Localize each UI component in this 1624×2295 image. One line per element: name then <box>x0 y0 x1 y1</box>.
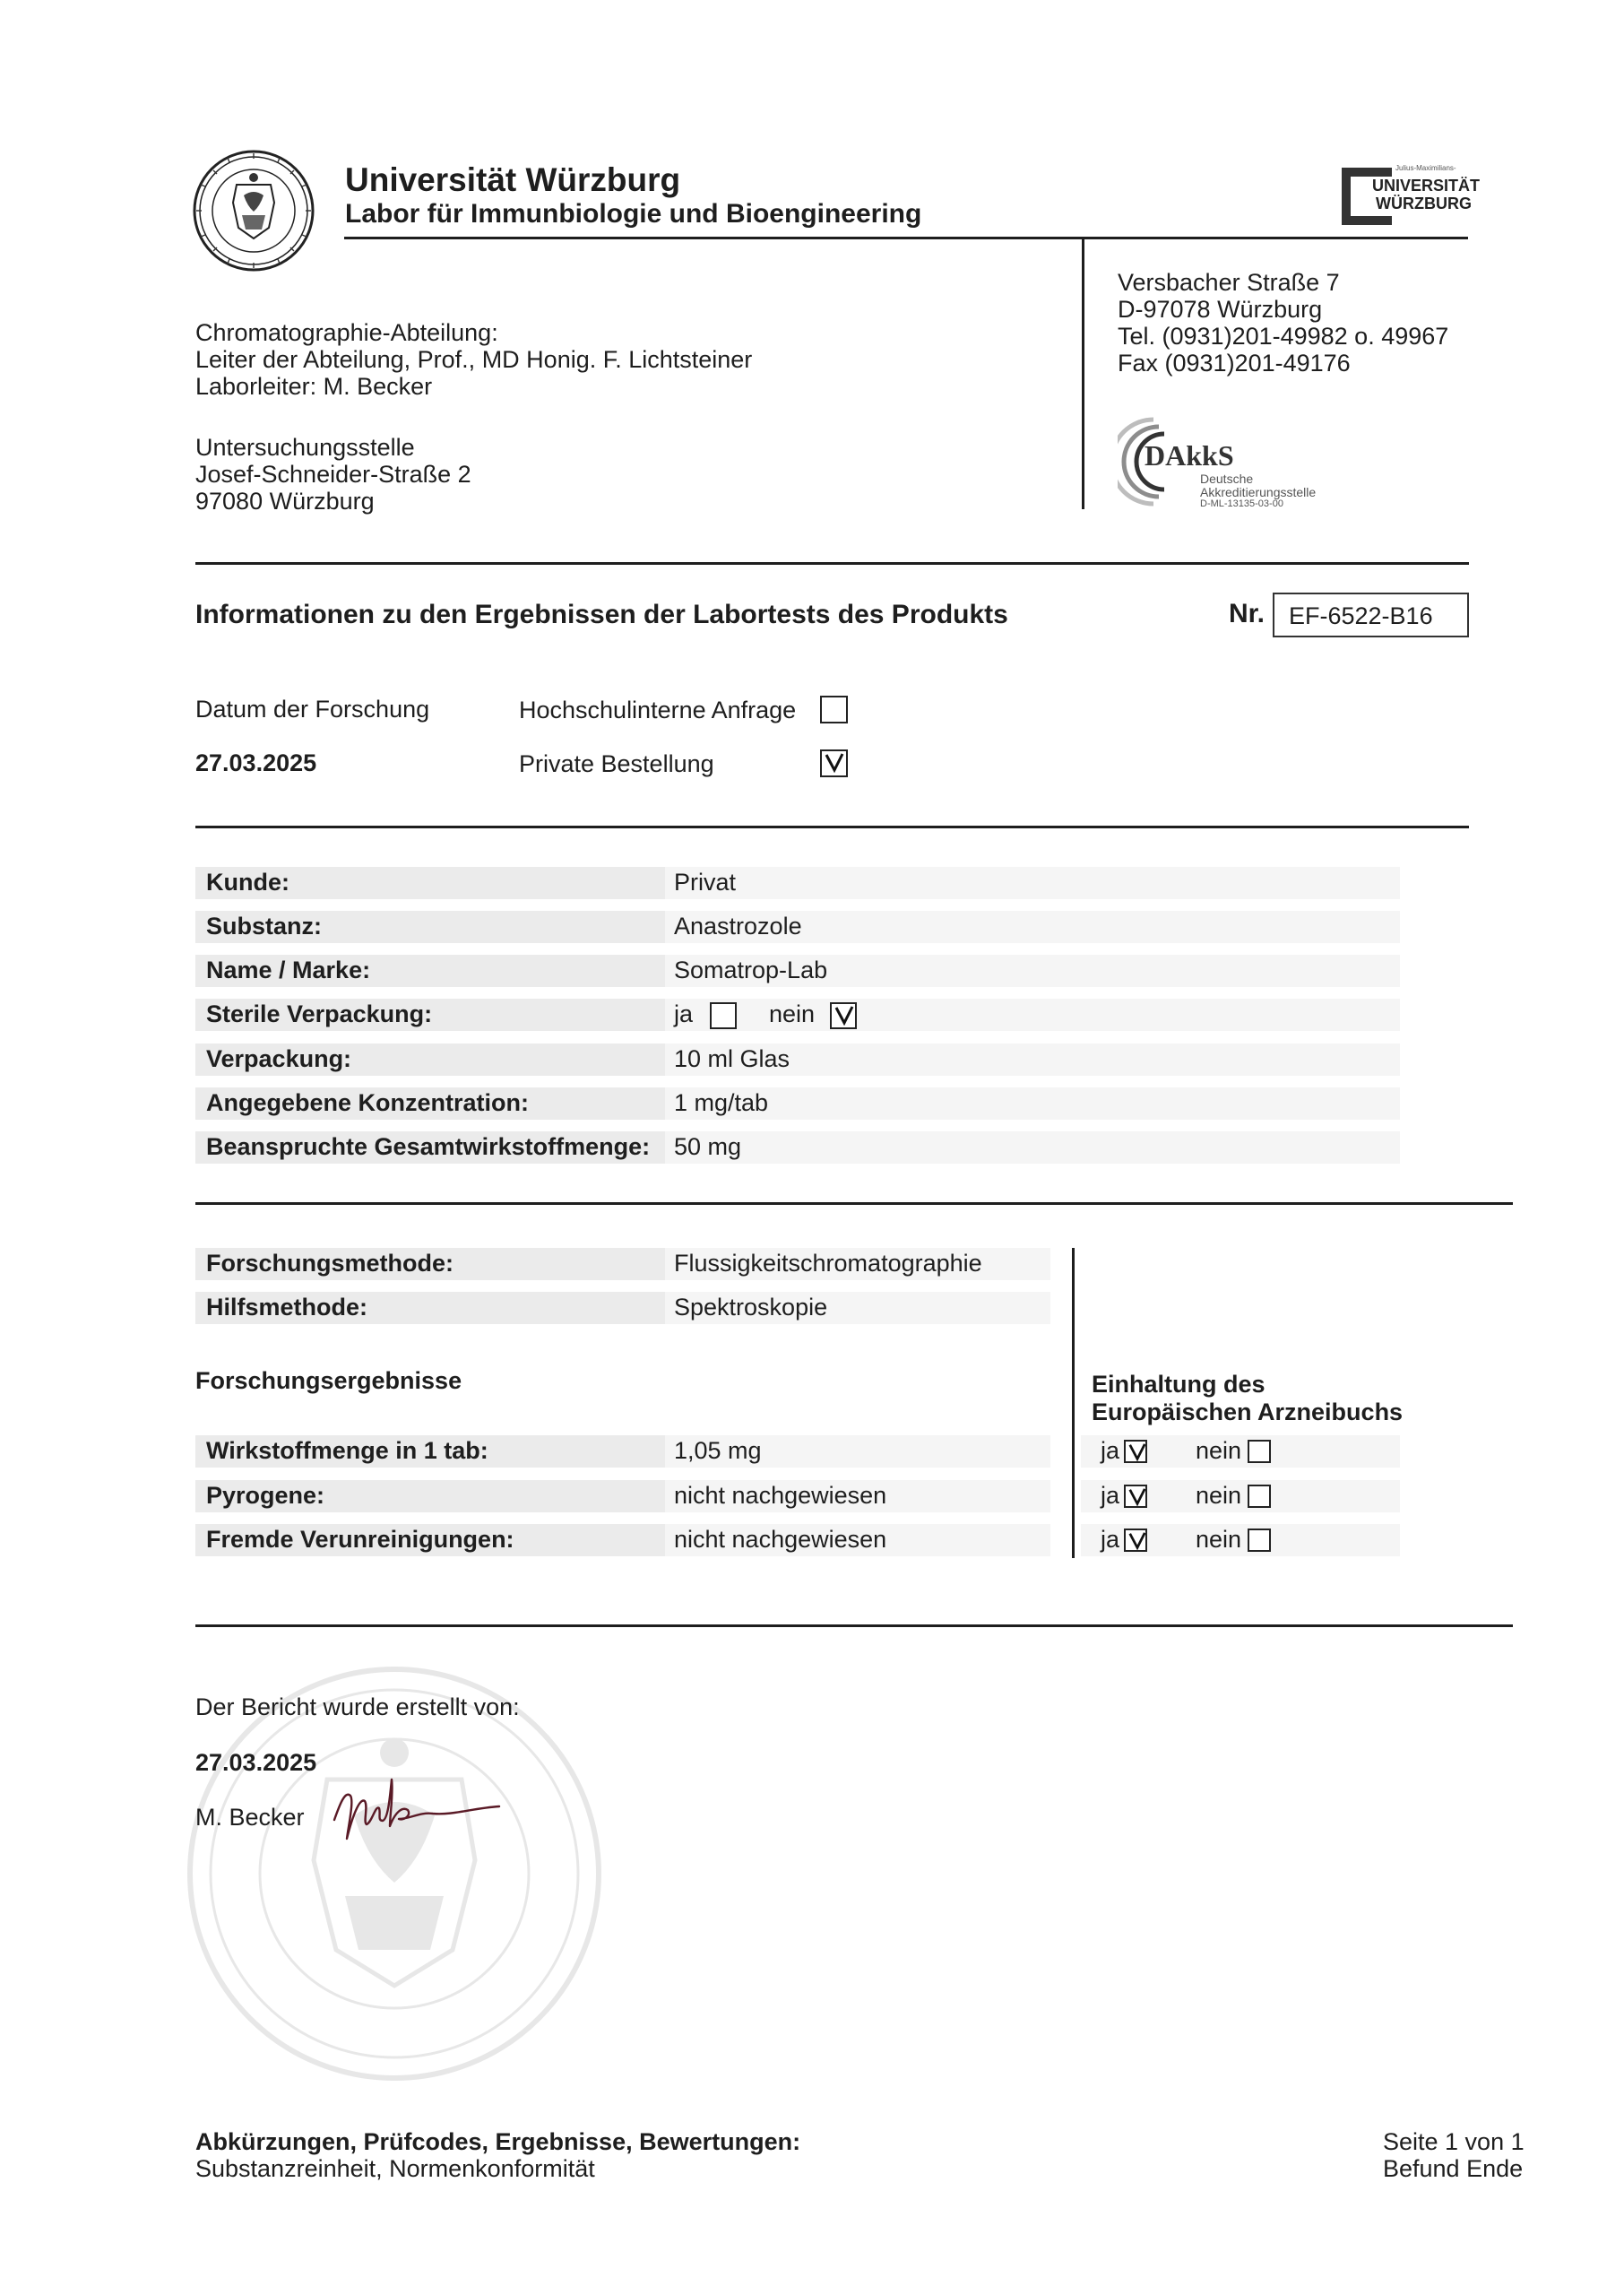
report-nr-value: EF-6522-B16 <box>1289 602 1433 629</box>
compliance-heading-line1: Einhaltung des <box>1092 1371 1266 1398</box>
request-private-checkbox[interactable] <box>820 749 848 777</box>
section-rule-3 <box>195 1202 1513 1205</box>
result-value: nicht nachgewiesen <box>665 1480 1050 1512</box>
footer-abbrev-title: Abkürzungen, Prüfcodes, Ergebnisse, Bewertungen: <box>195 2128 801 2155</box>
check-icon <box>1127 1531 1147 1551</box>
university-name: Universität Würzburg <box>345 161 681 198</box>
report-created-by: Der Bericht wurde erstellt von: <box>195 1693 520 1720</box>
compliance-heading-line2: Europäischen Arzneibuchs <box>1092 1399 1404 1425</box>
logo-small-text: Julius-Maximilians- <box>1395 164 1456 172</box>
compliance-cell <box>1081 1524 1400 1556</box>
substance-value: Anastrozole <box>665 911 1400 943</box>
brand-value: Somatrop-Lab <box>665 955 1400 987</box>
request-internal-checkbox[interactable] <box>820 696 848 723</box>
compliance-ja-checkbox[interactable] <box>1124 1529 1147 1552</box>
compliance-ja-checkbox[interactable] <box>1124 1485 1147 1508</box>
check-icon <box>824 752 845 774</box>
exam-site-line1: Untersuchungsstelle <box>195 434 415 461</box>
concentration-value: 1 mg/tab <box>665 1087 1400 1120</box>
request-private-label: Private Bestellung <box>519 750 714 777</box>
footer-end: Befund Ende <box>1383 2155 1524 2182</box>
research-date-value: 27.03.2025 <box>195 749 317 776</box>
compliance-ja-label: ja <box>1101 1526 1120 1553</box>
check-icon <box>1127 1442 1147 1462</box>
footer-abbrev-text: Substanzreinheit, Normenkonformität <box>195 2155 595 2182</box>
compliance-nein-label: nein <box>1196 1437 1242 1464</box>
compliance-ja-checkbox[interactable] <box>1124 1440 1147 1463</box>
header-rule <box>344 237 1468 239</box>
results-heading: Forschungsergebnisse <box>195 1367 462 1394</box>
sterile-nein-label: nein <box>769 1000 816 1027</box>
report-nr-box <box>1273 593 1469 637</box>
result-label: Fremde Verunreinigungen: <box>195 1524 665 1556</box>
check-icon <box>1127 1487 1147 1507</box>
report-nr-label: Nr. <box>1229 599 1266 628</box>
compliance-nein-label: nein <box>1196 1482 1242 1509</box>
packaging-value: 10 ml Glas <box>665 1044 1400 1076</box>
dakks-line3: D-ML-13135-03-00 <box>1200 498 1283 509</box>
dakks-line2: Akkreditierungsstelle <box>1200 485 1317 499</box>
logo-line2: WÜRZBURG <box>1376 195 1472 212</box>
customer-value: Privat <box>665 867 1400 899</box>
compliance-nein-checkbox[interactable] <box>1248 1485 1271 1508</box>
university-seal <box>192 149 315 273</box>
total-amount-value: 50 mg <box>665 1131 1400 1164</box>
request-internal-label: Hochschulinterne Anfrage <box>519 697 797 723</box>
dakks-logo <box>1118 412 1333 511</box>
contact-city: D-97078 Würzburg <box>1118 296 1323 323</box>
footer-page: Seite 1 von 1 <box>1383 2128 1525 2155</box>
contact-tel: Tel. (0931)201-49982 o. 49967 <box>1118 323 1449 350</box>
dakks-line1: Deutsche <box>1200 472 1254 486</box>
result-value: 1,05 mg <box>665 1435 1050 1468</box>
sterile-label: Sterile Verpackung: <box>195 999 665 1031</box>
compliance-cell <box>1081 1435 1400 1468</box>
aux-method-value: Spektroskopie <box>665 1292 1050 1324</box>
header-divider <box>1082 237 1084 509</box>
method-value: Flussigkeitschromatographie <box>665 1248 1050 1280</box>
university-logo <box>1342 164 1481 225</box>
concentration-label: Angegebene Konzentration: <box>195 1087 665 1120</box>
section-rule-2 <box>195 826 1469 828</box>
seal-watermark <box>184 1663 605 2084</box>
section-rule-1 <box>195 562 1469 565</box>
compliance-nein-checkbox[interactable] <box>1248 1440 1271 1463</box>
lab-name: Labor für Immunbiologie und Bioengineering <box>345 199 922 229</box>
sterile-value <box>665 999 1400 1031</box>
total-amount-label: Beanspruchte Gesamtwirkstoffmenge: <box>195 1131 665 1164</box>
department-line3: Laborleiter: M. Becker <box>195 373 433 400</box>
department-line2: Leiter der Abteilung, Prof., MD Honig. F. Lichtsteiner <box>195 346 753 373</box>
aux-method-label: Hilfsmethode: <box>195 1292 665 1324</box>
method-label: Forschungsmethode: <box>195 1248 665 1280</box>
compliance-ja-label: ja <box>1101 1437 1120 1464</box>
sterile-nein-checkbox[interactable] <box>830 1002 857 1029</box>
compliance-nein-checkbox[interactable] <box>1248 1529 1271 1552</box>
dakks-name: DAkkS <box>1145 439 1234 472</box>
compliance-ja-label: ja <box>1101 1482 1120 1509</box>
contact-street: Versbacher Straße 7 <box>1118 269 1340 296</box>
section-rule-4 <box>195 1624 1513 1627</box>
report-author-name: M. Becker <box>195 1804 305 1831</box>
result-label: Pyrogene: <box>195 1480 665 1512</box>
report-title: Informationen zu den Ergebnissen der Labortests des Produkts <box>195 600 1008 629</box>
contact-fax: Fax (0931)201-49176 <box>1118 350 1351 377</box>
sterile-ja-label: ja <box>674 1000 694 1027</box>
result-value: nicht nachgewiesen <box>665 1524 1050 1556</box>
result-label: Wirkstoffmenge in 1 tab: <box>195 1435 665 1468</box>
logo-line1: UNIVERSITÄT <box>1372 177 1481 195</box>
department-line1: Chromatographie-Abteilung: <box>195 319 498 346</box>
sterile-ja-checkbox[interactable] <box>710 1002 737 1029</box>
exam-site-line2: Josef-Schneider-Straße 2 <box>195 461 471 488</box>
results-divider <box>1072 1248 1075 1558</box>
customer-label: Kunde: <box>195 867 665 899</box>
exam-site-line3: 97080 Würzburg <box>195 488 375 515</box>
compliance-cell <box>1081 1480 1400 1512</box>
substance-label: Substanz: <box>195 911 665 943</box>
handwritten-signature <box>327 1771 506 1851</box>
report-created-date: 27.03.2025 <box>195 1749 317 1776</box>
compliance-nein-label: nein <box>1196 1526 1242 1553</box>
research-date-label: Datum der Forschung <box>195 696 430 723</box>
check-icon <box>834 1005 855 1026</box>
packaging-label: Verpackung: <box>195 1044 665 1076</box>
brand-label: Name / Marke: <box>195 955 665 987</box>
